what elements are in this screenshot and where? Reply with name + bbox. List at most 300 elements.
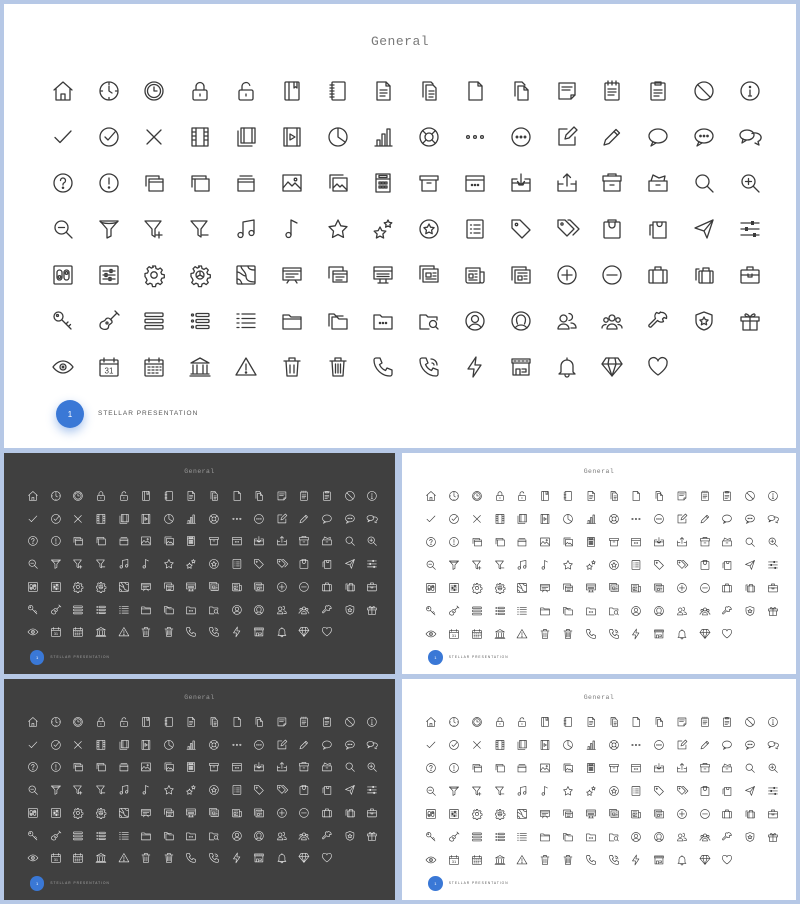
windows-stack-icon xyxy=(177,160,223,206)
tags-icon xyxy=(544,206,590,252)
music-note-icon xyxy=(534,779,557,802)
inbox-icon xyxy=(452,160,498,206)
files-icon xyxy=(648,711,671,734)
folders-icon xyxy=(157,598,180,621)
store-icon xyxy=(648,622,671,645)
film-icon xyxy=(488,734,511,757)
zoom-in-icon xyxy=(361,756,384,779)
sliders-icon xyxy=(762,553,785,576)
filter-icon xyxy=(44,779,67,802)
folder-icon xyxy=(534,825,557,848)
notepad-icon xyxy=(693,711,716,734)
images-icon xyxy=(557,531,580,554)
trash-alt-icon xyxy=(157,621,180,644)
folder-dots-icon xyxy=(361,298,407,344)
question-circle-icon xyxy=(22,756,45,779)
list-icon xyxy=(223,298,269,344)
window-icon xyxy=(511,531,534,554)
lightning-icon xyxy=(625,622,648,645)
download-box-icon xyxy=(248,530,271,553)
bank-icon xyxy=(90,621,113,644)
notebook-rings-icon xyxy=(157,485,180,508)
filter-minus-icon xyxy=(488,779,511,802)
gift-icon xyxy=(727,298,773,344)
slide-dark1[interactable] xyxy=(4,453,395,674)
newspapers-icon xyxy=(648,576,671,599)
toggle-box-icon xyxy=(22,575,45,598)
settings-panel-icon xyxy=(443,576,466,599)
folders-icon xyxy=(557,825,580,848)
chat-bubbles-icon xyxy=(727,114,773,160)
inbox-icon xyxy=(625,757,648,780)
archive-icon xyxy=(693,531,716,554)
diamond-icon xyxy=(693,848,716,871)
zoom-out-icon xyxy=(22,779,45,802)
music-note-icon xyxy=(135,779,158,802)
briefcases-icon xyxy=(739,802,762,825)
archive-icon xyxy=(590,160,636,206)
briefcase-icon xyxy=(316,801,339,824)
windows-stack-icon xyxy=(90,756,113,779)
eye-icon xyxy=(420,622,443,645)
document-icon xyxy=(579,711,602,734)
file-blank-icon xyxy=(225,711,248,734)
server-icon xyxy=(579,802,602,825)
file-blank-icon xyxy=(225,485,248,508)
zoom-in-icon xyxy=(762,531,785,554)
calendar-grid-icon xyxy=(132,344,178,390)
clock-circle-icon xyxy=(132,68,178,114)
pie-chart-icon xyxy=(157,507,180,530)
folders-icon xyxy=(157,824,180,847)
send-icon xyxy=(739,779,762,802)
chat-dots-icon xyxy=(739,734,762,757)
icon-grid xyxy=(22,711,384,870)
list-icon xyxy=(511,599,534,622)
newspapers-icon xyxy=(248,575,271,598)
clipboard-icon xyxy=(716,711,739,734)
filter-plus-icon xyxy=(67,553,90,576)
tag-icon xyxy=(648,779,671,802)
page-number-badge: 1 xyxy=(30,876,45,891)
home-icon xyxy=(420,711,443,734)
trash-icon xyxy=(534,622,557,645)
folder-dots-icon xyxy=(579,825,602,848)
settings-panel-icon xyxy=(86,252,132,298)
more-circle-icon xyxy=(648,734,671,757)
plus-circle-icon xyxy=(270,801,293,824)
notebook-rings-icon xyxy=(315,68,361,114)
guitar-icon xyxy=(44,598,67,621)
briefcases-icon xyxy=(681,252,727,298)
briefcase-icon xyxy=(716,576,739,599)
window-icon xyxy=(223,160,269,206)
filter-plus-icon xyxy=(465,553,488,576)
briefcase-icon xyxy=(316,575,339,598)
folder-dots-icon xyxy=(180,598,203,621)
stars-icon xyxy=(579,779,602,802)
close-icon xyxy=(67,733,90,756)
lifebuoy-icon xyxy=(602,508,625,531)
info-icon xyxy=(727,68,773,114)
close-icon xyxy=(67,507,90,530)
star-badge-icon xyxy=(602,553,625,576)
images-icon xyxy=(315,160,361,206)
zoom-in-icon xyxy=(361,530,384,553)
note-icon xyxy=(270,711,293,734)
box-icon xyxy=(602,757,625,780)
zoom-out-icon xyxy=(420,779,443,802)
menu-icon xyxy=(67,598,90,621)
heart-icon xyxy=(635,344,681,390)
server-icon xyxy=(579,576,602,599)
films-icon xyxy=(112,507,135,530)
film-icon xyxy=(177,114,223,160)
browser-card-icon xyxy=(534,802,557,825)
page-number-badge: 1 xyxy=(428,876,443,891)
checklist-icon xyxy=(452,206,498,252)
users-icon xyxy=(671,599,694,622)
note-icon xyxy=(671,485,694,508)
lock-icon xyxy=(488,711,511,734)
film-icon xyxy=(90,733,113,756)
phone-refresh-icon xyxy=(602,622,625,645)
box-icon xyxy=(203,530,226,553)
calendar-grid-icon xyxy=(465,848,488,871)
star-icon xyxy=(557,779,580,802)
note-icon xyxy=(270,485,293,508)
eye-icon xyxy=(40,344,86,390)
chat-bubbles-icon xyxy=(762,734,785,757)
windows-icon xyxy=(67,530,90,553)
guitar-icon xyxy=(443,825,466,848)
films-icon xyxy=(112,733,135,756)
phone-icon xyxy=(180,621,203,644)
wrench-icon xyxy=(716,825,739,848)
gear-icon xyxy=(132,252,178,298)
store-icon xyxy=(248,621,271,644)
files-icon xyxy=(648,485,671,508)
checklist-icon xyxy=(225,779,248,802)
document-icon xyxy=(579,485,602,508)
heart-icon xyxy=(316,621,339,644)
exclamation-circle-icon xyxy=(443,757,466,780)
minus-circle-icon xyxy=(693,576,716,599)
browser-card-icon xyxy=(269,252,315,298)
icon-grid xyxy=(420,711,785,871)
plus-circle-icon xyxy=(671,576,694,599)
window-icon xyxy=(511,757,534,780)
slide-dark2[interactable] xyxy=(4,679,395,900)
ban-icon xyxy=(739,485,762,508)
zoom-in-icon xyxy=(727,160,773,206)
bags-icon xyxy=(316,779,339,802)
gear-icon xyxy=(465,576,488,599)
filter-icon xyxy=(86,206,132,252)
films-icon xyxy=(223,114,269,160)
zoom-out-icon xyxy=(420,553,443,576)
user-outline-icon xyxy=(248,824,271,847)
pencil-icon xyxy=(590,114,636,160)
newspaper-icon xyxy=(225,575,248,598)
check-circle-icon xyxy=(44,507,67,530)
stars-icon xyxy=(180,779,203,802)
stars-icon xyxy=(180,553,203,576)
info-icon xyxy=(361,485,384,508)
brand-label: STELLAR PRESENTATION xyxy=(448,881,509,886)
ban-icon xyxy=(739,711,762,734)
server-icon xyxy=(180,801,203,824)
image-icon xyxy=(135,530,158,553)
guitar-icon xyxy=(44,824,67,847)
zoom-out-icon xyxy=(22,553,45,576)
folder-search-icon xyxy=(203,824,226,847)
gear-alt-icon xyxy=(90,801,113,824)
chat-dots-icon xyxy=(338,507,361,530)
server-icon xyxy=(180,575,203,598)
notebook-icon xyxy=(534,711,557,734)
image-icon xyxy=(135,756,158,779)
settings-panel-icon xyxy=(44,575,67,598)
bar-chart-icon xyxy=(180,733,203,756)
more-circle-icon xyxy=(248,507,271,530)
user-group-icon xyxy=(293,598,316,621)
bar-chart-icon xyxy=(579,508,602,531)
documents-icon xyxy=(602,485,625,508)
video-play-icon xyxy=(135,507,158,530)
server-icon xyxy=(361,252,407,298)
gear-alt-icon xyxy=(488,576,511,599)
trash-alt-icon xyxy=(557,848,580,871)
image-icon xyxy=(534,757,557,780)
sliders-icon xyxy=(762,779,785,802)
key-icon xyxy=(22,824,45,847)
diamond-icon xyxy=(590,344,636,390)
bar-chart-icon xyxy=(361,114,407,160)
music-notes-icon xyxy=(112,779,135,802)
checklist-icon xyxy=(625,779,648,802)
user-group-icon xyxy=(693,825,716,848)
user-circle-icon xyxy=(625,599,648,622)
chat-bubbles-icon xyxy=(361,733,384,756)
diamond-icon xyxy=(293,621,316,644)
filter-icon xyxy=(44,553,67,576)
wrench-icon xyxy=(716,599,739,622)
home-icon xyxy=(22,485,45,508)
brand-label: STELLAR PRESENTATION xyxy=(98,410,199,417)
more-circle-icon xyxy=(248,733,271,756)
toolbox-icon xyxy=(727,252,773,298)
clock-icon xyxy=(44,711,67,734)
phone-refresh-icon xyxy=(602,848,625,871)
checklist-icon xyxy=(625,553,648,576)
list-icon xyxy=(112,824,135,847)
notepad-icon xyxy=(590,68,636,114)
question-circle-icon xyxy=(40,160,86,206)
download-box-icon xyxy=(648,757,671,780)
users-icon xyxy=(671,825,694,848)
newspaper-icon xyxy=(625,802,648,825)
video-play-icon xyxy=(534,734,557,757)
slide-main[interactable] xyxy=(4,4,796,448)
phone-icon xyxy=(579,622,602,645)
download-box-icon xyxy=(498,160,544,206)
bank-icon xyxy=(90,847,113,870)
bags-icon xyxy=(635,206,681,252)
slide-light2[interactable] xyxy=(402,679,796,900)
star-badge-icon xyxy=(203,779,226,802)
image-icon xyxy=(269,160,315,206)
wrench-icon xyxy=(316,824,339,847)
folder-icon xyxy=(135,598,158,621)
video-play-icon xyxy=(135,733,158,756)
lock-icon xyxy=(488,485,511,508)
browser-card-icon xyxy=(135,575,158,598)
upload-box-icon xyxy=(671,757,694,780)
windows-stack-icon xyxy=(488,531,511,554)
news-icon xyxy=(203,575,226,598)
tag-icon xyxy=(248,553,271,576)
files-icon xyxy=(498,68,544,114)
film-icon xyxy=(488,508,511,531)
clock-circle-icon xyxy=(465,485,488,508)
key-icon xyxy=(420,825,443,848)
brand-label: STELLAR PRESENTATION xyxy=(50,881,110,886)
note-icon xyxy=(544,68,590,114)
folder-search-icon xyxy=(203,598,226,621)
news-icon xyxy=(203,801,226,824)
list-bulleted-icon xyxy=(488,825,511,848)
question-circle-icon xyxy=(420,531,443,554)
heart-icon xyxy=(716,622,739,645)
slide-light1[interactable] xyxy=(402,453,796,674)
inbox-icon xyxy=(225,530,248,553)
archive-open-icon xyxy=(716,757,739,780)
browser-card-icon xyxy=(534,576,557,599)
gift-icon xyxy=(361,598,384,621)
star-icon xyxy=(157,553,180,576)
icon-grid xyxy=(40,68,773,390)
newspapers-icon xyxy=(648,802,671,825)
wrench-icon xyxy=(635,298,681,344)
heart-icon xyxy=(716,848,739,871)
diamond-icon xyxy=(293,847,316,870)
chat-dots-icon xyxy=(739,508,762,531)
calendar-day-label: 31 xyxy=(104,366,114,376)
list-bulleted-icon xyxy=(90,824,113,847)
star-badge-icon xyxy=(602,779,625,802)
chat-bubble-icon xyxy=(316,733,339,756)
tags-icon xyxy=(270,779,293,802)
clock-icon xyxy=(44,485,67,508)
users-icon xyxy=(270,824,293,847)
gear-icon xyxy=(465,802,488,825)
pie-chart-icon xyxy=(557,508,580,531)
pencil-icon xyxy=(293,733,316,756)
plus-circle-icon xyxy=(544,252,590,298)
bank-icon xyxy=(488,848,511,871)
music-notes-icon xyxy=(112,553,135,576)
images-icon xyxy=(157,756,180,779)
star-icon xyxy=(557,553,580,576)
archive-icon xyxy=(693,757,716,780)
unlock-icon xyxy=(112,485,135,508)
music-note-icon xyxy=(534,553,557,576)
lightning-icon xyxy=(625,848,648,871)
bar-chart-icon xyxy=(579,734,602,757)
menu-icon xyxy=(67,824,90,847)
list-bulleted-icon xyxy=(177,298,223,344)
police-badge-icon xyxy=(739,825,762,848)
archive-icon xyxy=(293,756,316,779)
check-circle-icon xyxy=(443,508,466,531)
stars-icon xyxy=(579,553,602,576)
bags-icon xyxy=(716,779,739,802)
notebook-icon xyxy=(269,68,315,114)
archive-open-icon xyxy=(716,531,739,554)
trash-icon xyxy=(135,847,158,870)
users-icon xyxy=(544,298,590,344)
checkmark-icon xyxy=(22,507,45,530)
eye-icon xyxy=(22,847,45,870)
notepad-icon xyxy=(293,711,316,734)
bar-chart-icon xyxy=(180,507,203,530)
calculator-icon xyxy=(361,160,407,206)
chat-bubble-icon xyxy=(716,508,739,531)
calculator-icon xyxy=(180,756,203,779)
document-icon xyxy=(180,711,203,734)
documents-icon xyxy=(203,485,226,508)
document-icon xyxy=(180,485,203,508)
windows-icon xyxy=(465,757,488,780)
checkmark-icon xyxy=(420,734,443,757)
archive-icon xyxy=(293,530,316,553)
star-badge-icon xyxy=(203,553,226,576)
user-group-icon xyxy=(293,824,316,847)
toggle-box-icon xyxy=(420,576,443,599)
key-icon xyxy=(22,598,45,621)
calendar-31-icon xyxy=(44,621,67,644)
phone-refresh-icon xyxy=(203,847,226,870)
phone-refresh-icon xyxy=(203,621,226,644)
filter-plus-icon xyxy=(67,779,90,802)
slide-title: General xyxy=(370,34,430,49)
info-icon xyxy=(762,711,785,734)
document-icon xyxy=(361,68,407,114)
heart-icon xyxy=(316,847,339,870)
image-icon xyxy=(534,531,557,554)
trash-alt-icon xyxy=(315,344,361,390)
edit-pencil-box-icon xyxy=(270,507,293,530)
briefcase-icon xyxy=(635,252,681,298)
home-icon xyxy=(420,485,443,508)
toggle-box-icon xyxy=(40,252,86,298)
user-circle-icon xyxy=(225,598,248,621)
exclamation-circle-icon xyxy=(44,756,67,779)
toggle-box-icon xyxy=(22,801,45,824)
menu-icon xyxy=(465,825,488,848)
bags-icon xyxy=(716,553,739,576)
tags-icon xyxy=(671,553,694,576)
toolbox-icon xyxy=(762,576,785,599)
lifebuoy-icon xyxy=(406,114,452,160)
more-circle-icon xyxy=(648,508,671,531)
notebook-icon xyxy=(135,485,158,508)
inbox-icon xyxy=(625,531,648,554)
trash-icon xyxy=(135,621,158,644)
sliders-icon xyxy=(727,206,773,252)
search-icon xyxy=(338,530,361,553)
